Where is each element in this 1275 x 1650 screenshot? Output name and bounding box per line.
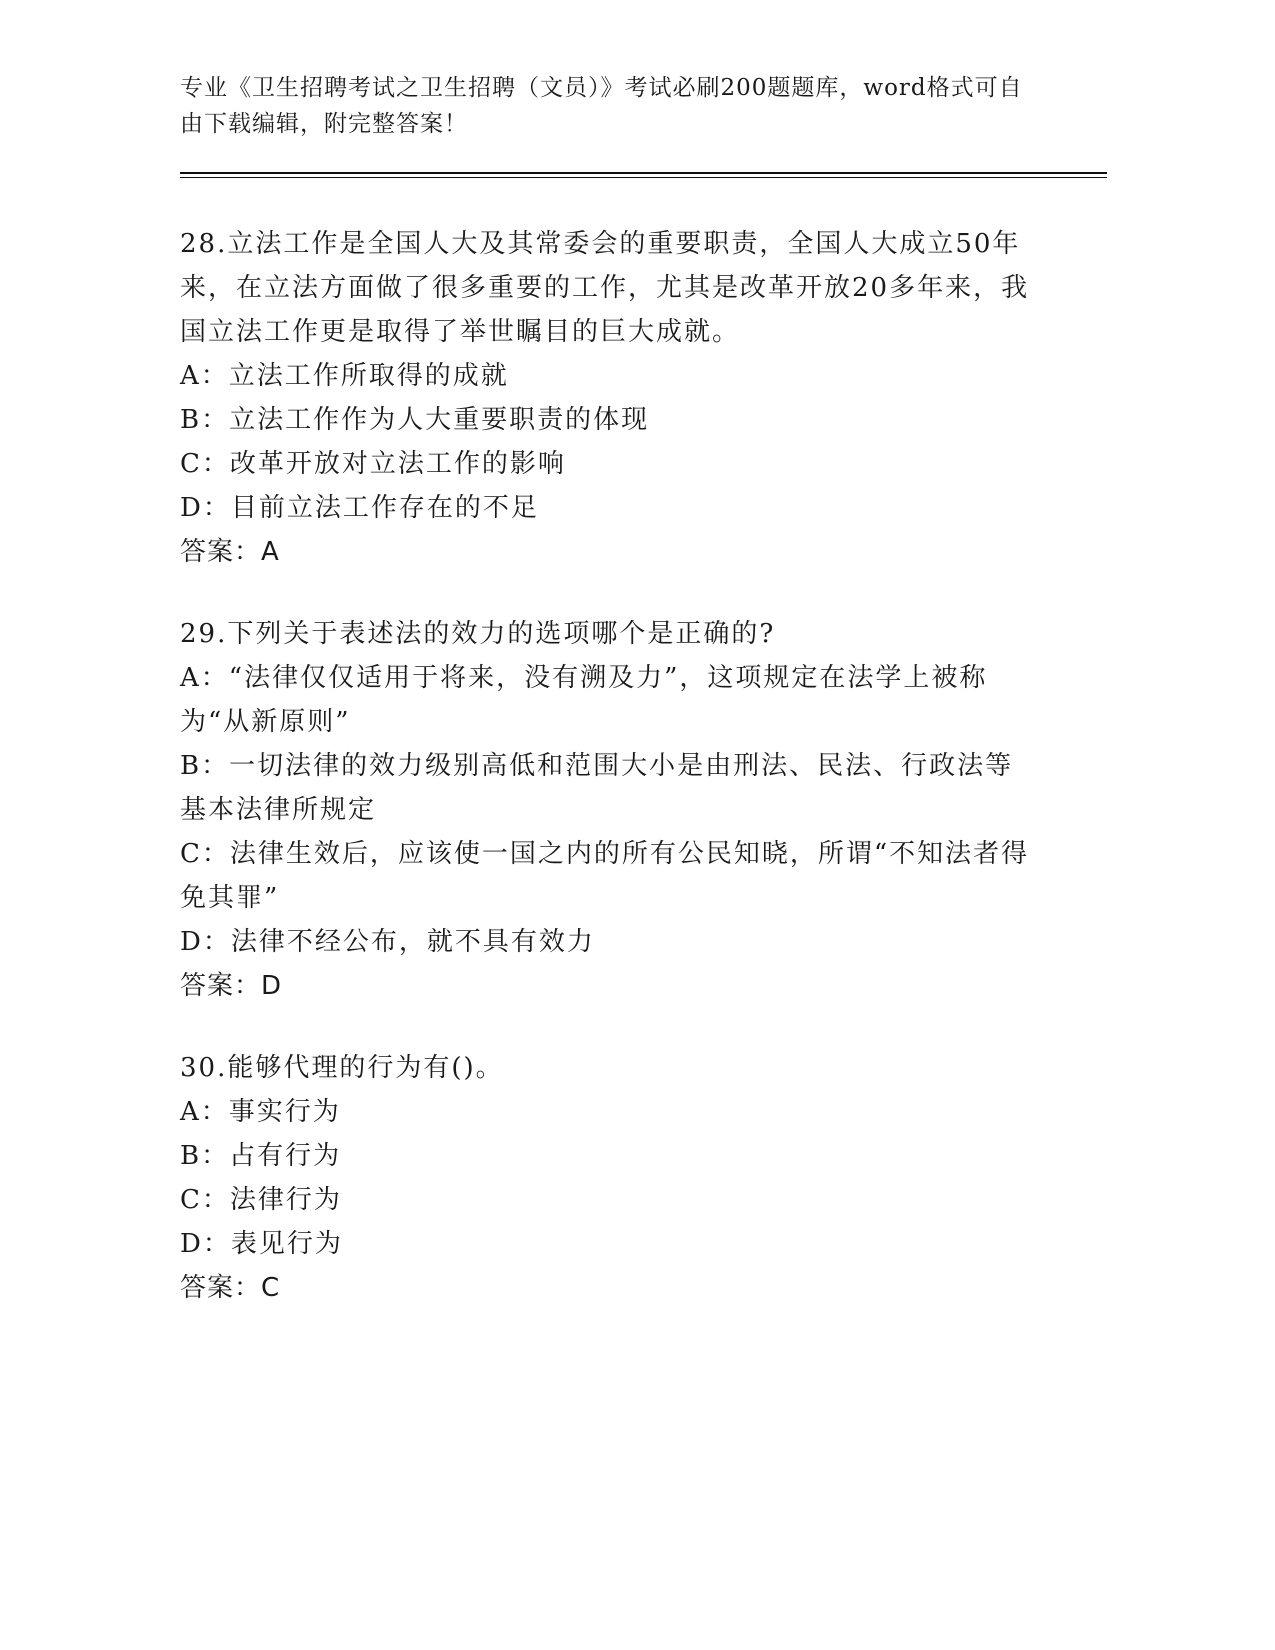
answer: 答案：A [180, 537, 280, 567]
option-c: C：改革开放对立法工作的影响 [180, 449, 566, 479]
header-divider-thin [180, 177, 1107, 178]
header-divider-thick [180, 172, 1107, 174]
option-a: A：“法律仅仅适用于将来，没有溯及力”，这项规定在法学上被称为“从新原则” [180, 663, 988, 737]
document-header: 专业《卫生招聘考试之卫生招聘（文员）》考试必刷200题题库，word格式可自由下载编辑，附完整答案！ [180, 75, 1023, 137]
question-stem: 29.下列关于表述法的效力的选项哪个是正确的? [180, 619, 776, 649]
question-stem: 28.立法工作是全国人大及其常委会的重要职责，全国人大成立50年来，在立法方面做了很多重要的工作，尤其是改革开放20多年来，我国立法工作更是取得了举世瞩目的巨大成就。 [180, 229, 1030, 347]
answer: 答案：D [180, 971, 283, 1001]
option-b: B：一切法律的效力级别高低和范围大小是由刑法、民法、行政法等基本法律所规定 [180, 751, 1014, 825]
option-c: C：法律生效后，应该使一国之内的所有公民知晓，所谓“不知法者得免其罪” [180, 839, 1030, 913]
option-d: D：法律不经公布，就不具有效力 [180, 927, 595, 957]
option-d: D：表见行为 [180, 1229, 343, 1259]
option-d: D：目前立法工作存在的不足 [180, 493, 539, 523]
option-b: B：占有行为 [180, 1141, 342, 1171]
option-c: C：法律行为 [180, 1185, 342, 1215]
option-b: B：立法工作作为人大重要职责的体现 [180, 405, 650, 435]
question-29 [180, 612, 1040, 1008]
question-30 [180, 1046, 1040, 1310]
option-a: A：立法工作所取得的成就 [180, 361, 509, 391]
answer: 答案：C [180, 1273, 281, 1303]
option-a: A：事实行为 [180, 1097, 341, 1127]
question-28 [180, 222, 1040, 574]
question-list [180, 222, 1040, 1348]
question-stem: 30.能够代理的行为有()。 [180, 1053, 504, 1083]
